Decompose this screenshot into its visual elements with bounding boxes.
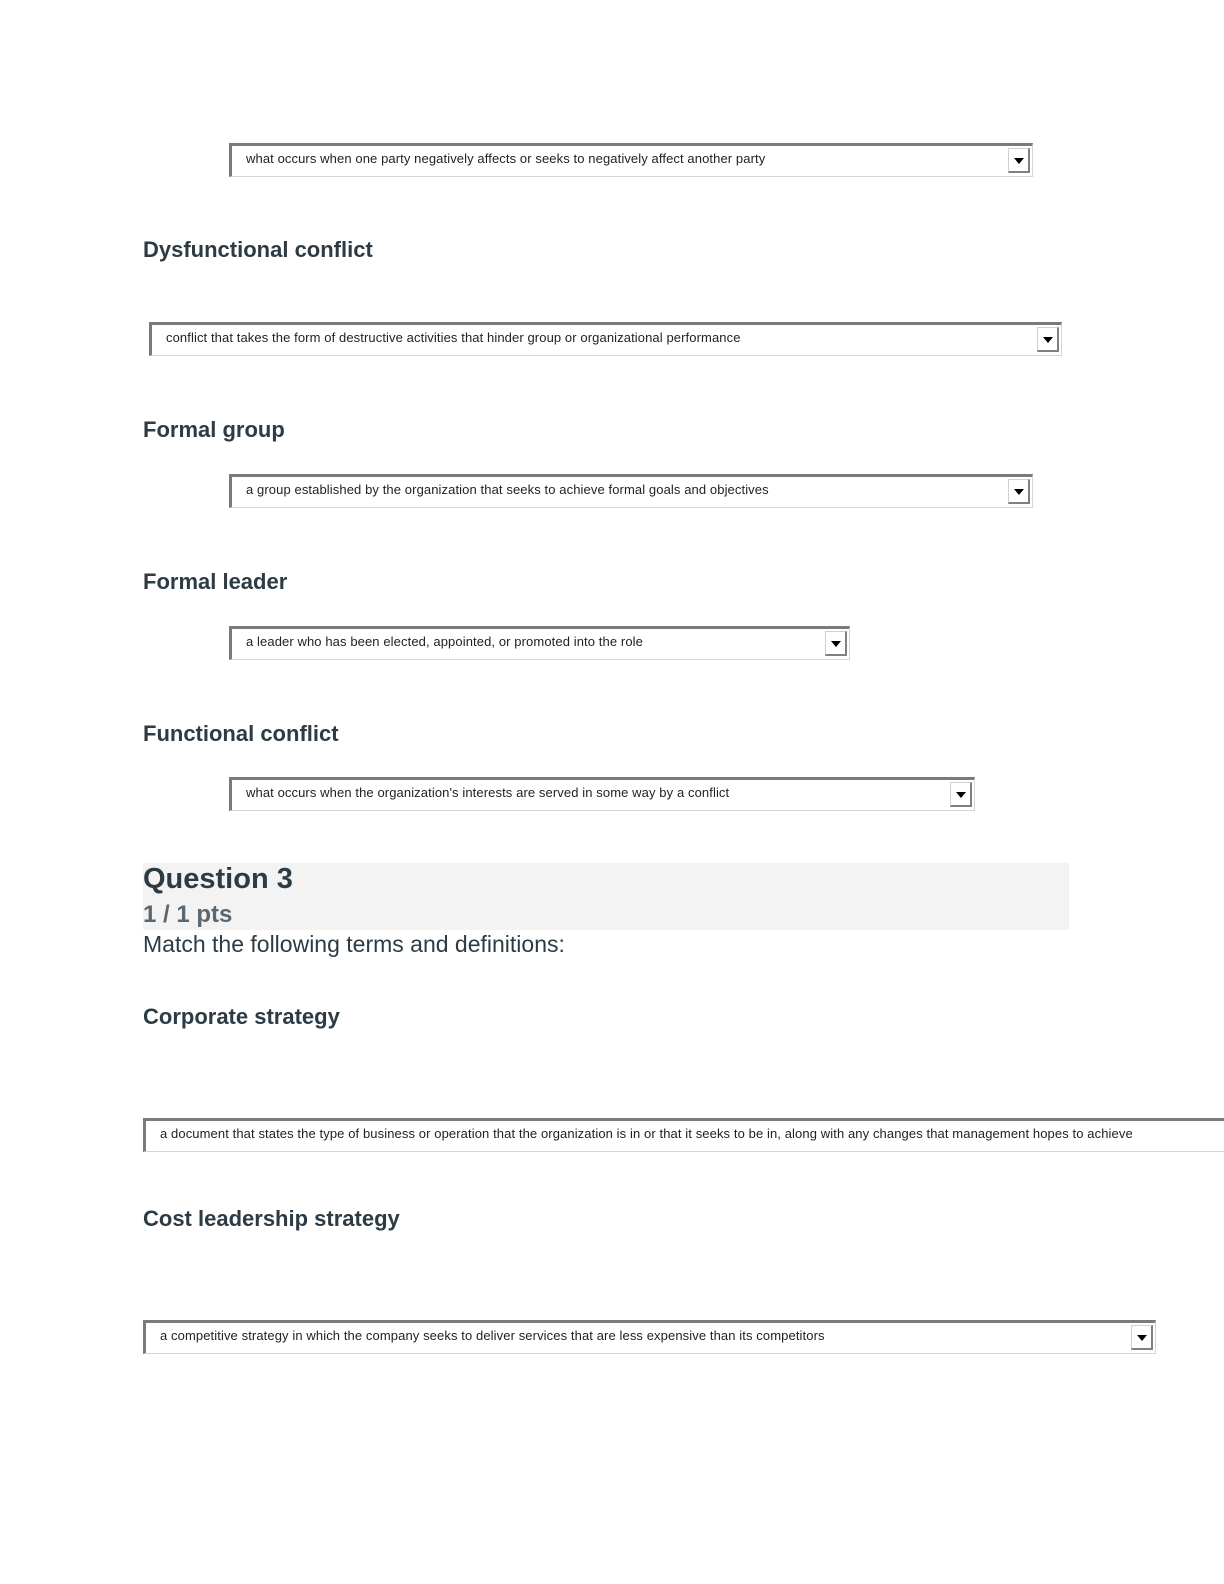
chevron-down-icon[interactable] <box>950 782 972 807</box>
answer-select-functional-conflict[interactable] <box>229 777 975 811</box>
answer-select-corporate-strategy[interactable] <box>143 1118 1224 1152</box>
selected-answer: what occurs when one party negatively affects or seeks to negatively affect another party <box>246 151 766 166</box>
selected-answer: a competitive strategy in which the company seeks to deliver services that are less expensive than its competitors <box>160 1328 825 1343</box>
term-label-corporate-strategy: Corporate strategy <box>143 1004 340 1029</box>
term-label-formal-group: Formal group <box>143 417 285 442</box>
chevron-down-icon[interactable] <box>1008 148 1030 173</box>
answer-select-dysfunctional-conflict[interactable] <box>149 322 1062 356</box>
selected-answer: a group established by the organization that seeks to achieve formal goals and objectives <box>246 482 769 497</box>
term-label-cost-leadership-strategy: Cost leadership strategy <box>143 1206 400 1231</box>
term-label-dysfunctional-conflict: Dysfunctional conflict <box>143 237 373 262</box>
term-label-formal-leader: Formal leader <box>143 569 288 594</box>
answer-select-conflict[interactable] <box>229 143 1033 177</box>
chevron-down-icon[interactable] <box>1131 1325 1153 1350</box>
selected-answer: what occurs when the organization's interests are served in some way by a conflict <box>246 785 730 800</box>
chevron-down-icon[interactable] <box>1037 327 1059 352</box>
answer-select-formal-group[interactable] <box>229 474 1033 508</box>
selected-answer: a document that states the type of business or operation that the organization is in or that it seeks to be in, along with any changes that management hopes to achieve <box>160 1126 1133 1141</box>
question-header <box>143 863 1069 930</box>
selected-answer: a leader who has been elected, appointed, or promoted into the role <box>246 634 643 649</box>
selected-answer: conflict that takes the form of destructive activities that hinder group or organizational performance <box>166 330 741 345</box>
answer-select-cost-leadership-strategy[interactable] <box>143 1320 1156 1354</box>
question-points: 1 / 1 pts <box>143 901 233 928</box>
chevron-down-icon[interactable] <box>825 631 847 656</box>
term-label-functional-conflict: Functional conflict <box>143 721 339 746</box>
answer-select-formal-leader[interactable] <box>229 626 850 660</box>
question-title: Question 3 <box>143 863 293 895</box>
question-instruction: Match the following terms and definitions: <box>143 931 565 957</box>
chevron-down-icon[interactable] <box>1008 479 1030 504</box>
